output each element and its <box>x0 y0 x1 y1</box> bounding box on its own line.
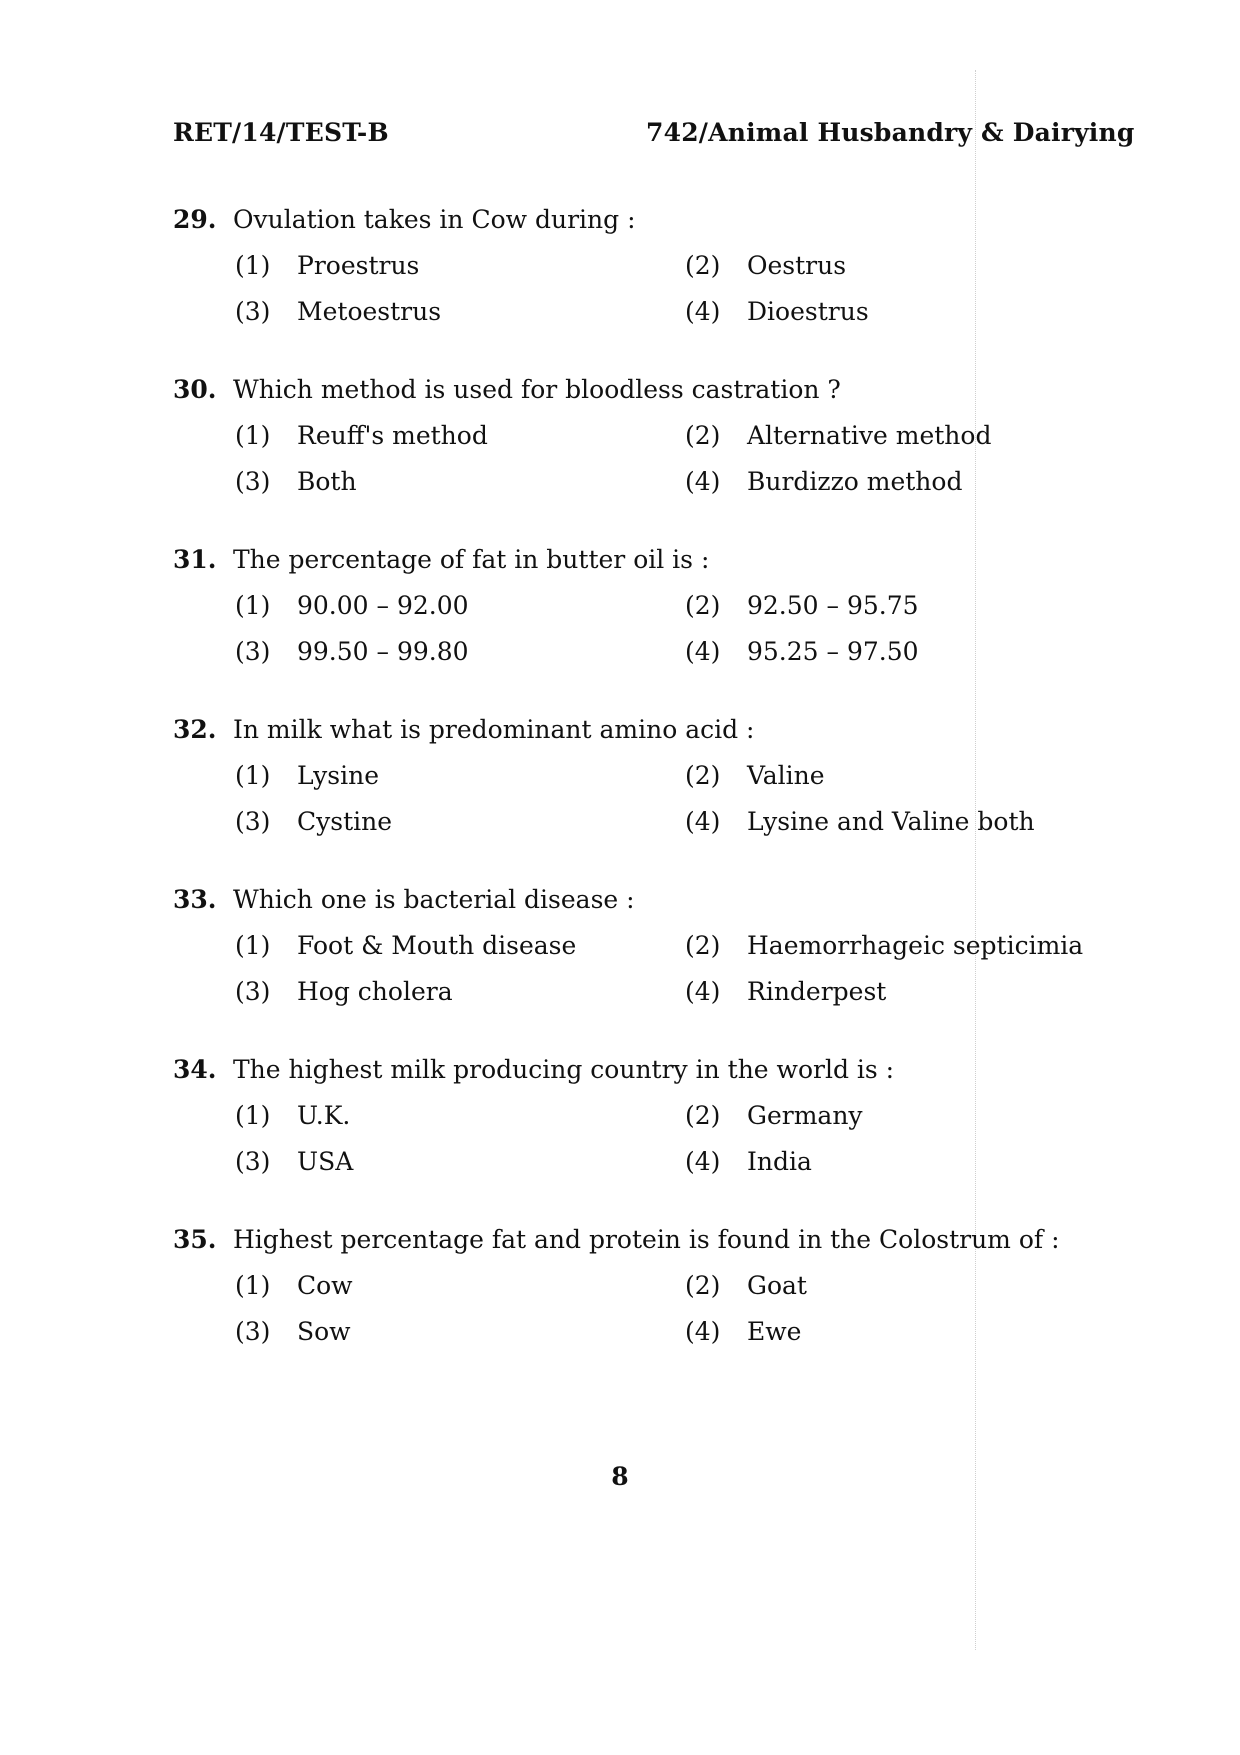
option-number: (3) <box>235 637 271 666</box>
option-number: (3) <box>235 807 271 836</box>
option-text: Metoestrus <box>297 297 442 326</box>
option-number: (1) <box>235 251 271 280</box>
option-text: Hog cholera <box>297 977 453 1006</box>
header-subject: 742/Animal Husbandry & Dairying <box>646 118 1135 147</box>
page-number: 8 <box>611 1462 629 1491</box>
option-text: Goat <box>747 1271 807 1300</box>
question-number: 31. <box>173 545 217 574</box>
option-number: (4) <box>685 637 721 666</box>
option-text: Lysine and Valine both <box>747 807 1035 836</box>
question-31 <box>173 545 1173 683</box>
option-number: (2) <box>685 1101 721 1130</box>
question-number: 29. <box>173 205 217 234</box>
question-number: 32. <box>173 715 217 744</box>
option-text: 99.50 – 99.80 <box>297 637 469 666</box>
option-number: (1) <box>235 761 271 790</box>
option-text: USA <box>297 1147 354 1176</box>
option-text: Germany <box>747 1101 863 1130</box>
option-number: (2) <box>685 591 721 620</box>
option-number: (4) <box>685 807 721 836</box>
option-text: Alternative method <box>747 421 992 450</box>
option-number: (3) <box>235 297 271 326</box>
option-text: India <box>747 1147 812 1176</box>
option-number: (3) <box>235 467 271 496</box>
question-text: In milk what is predominant amino acid : <box>233 715 755 744</box>
question-number: 35. <box>173 1225 217 1254</box>
option-number: (1) <box>235 1101 271 1130</box>
option-number: (1) <box>235 1271 271 1300</box>
question-text: The percentage of fat in butter oil is : <box>233 545 710 574</box>
question-text: Ovulation takes in Cow during : <box>233 205 636 234</box>
option-text: Proestrus <box>297 251 420 280</box>
question-30 <box>173 375 1173 513</box>
question-text: The highest milk producing country in the world is : <box>233 1055 895 1084</box>
option-number: (1) <box>235 591 271 620</box>
option-text: Lysine <box>297 761 380 790</box>
option-text: Valine <box>747 761 825 790</box>
option-text: Dioestrus <box>747 297 869 326</box>
option-number: (1) <box>235 931 271 960</box>
option-text: Cystine <box>297 807 393 836</box>
option-number: (4) <box>685 1147 721 1176</box>
option-text: Both <box>297 467 357 496</box>
option-number: (1) <box>235 421 271 450</box>
option-number: (4) <box>685 467 721 496</box>
question-32 <box>173 715 1173 853</box>
option-number: (2) <box>685 251 721 280</box>
question-33 <box>173 885 1173 1023</box>
option-text: 90.00 – 92.00 <box>297 591 469 620</box>
question-number: 30. <box>173 375 217 404</box>
option-text: Ewe <box>747 1317 802 1346</box>
option-text: Cow <box>297 1271 353 1300</box>
question-text: Highest percentage fat and protein is found in the Colostrum of : <box>233 1225 1060 1254</box>
option-text: U.K. <box>297 1101 351 1130</box>
option-text: Rinderpest <box>747 977 887 1006</box>
question-35 <box>173 1225 1173 1363</box>
option-number: (3) <box>235 977 271 1006</box>
question-number: 33. <box>173 885 217 914</box>
option-number: (2) <box>685 421 721 450</box>
option-text: 92.50 – 95.75 <box>747 591 919 620</box>
option-text: Sow <box>297 1317 351 1346</box>
option-text: Reuff's method <box>297 421 488 450</box>
option-number: (4) <box>685 1317 721 1346</box>
option-number: (2) <box>685 1271 721 1300</box>
header-test-code: RET/14/TEST-B <box>173 118 389 147</box>
option-text: Burdizzo method <box>747 467 963 496</box>
option-text: Haemorrhageic septicimia <box>747 931 1084 960</box>
option-number: (2) <box>685 931 721 960</box>
question-text: Which one is bacterial disease : <box>233 885 635 914</box>
question-number: 34. <box>173 1055 217 1084</box>
option-text: Oestrus <box>747 251 847 280</box>
option-number: (4) <box>685 297 721 326</box>
option-number: (2) <box>685 761 721 790</box>
question-29 <box>173 205 1173 343</box>
option-number: (3) <box>235 1317 271 1346</box>
question-text: Which method is used for bloodless castration ? <box>233 375 841 404</box>
option-number: (3) <box>235 1147 271 1176</box>
question-34 <box>173 1055 1173 1193</box>
option-number: (4) <box>685 977 721 1006</box>
option-text: Foot & Mouth disease <box>297 931 577 960</box>
option-text: 95.25 – 97.50 <box>747 637 919 666</box>
